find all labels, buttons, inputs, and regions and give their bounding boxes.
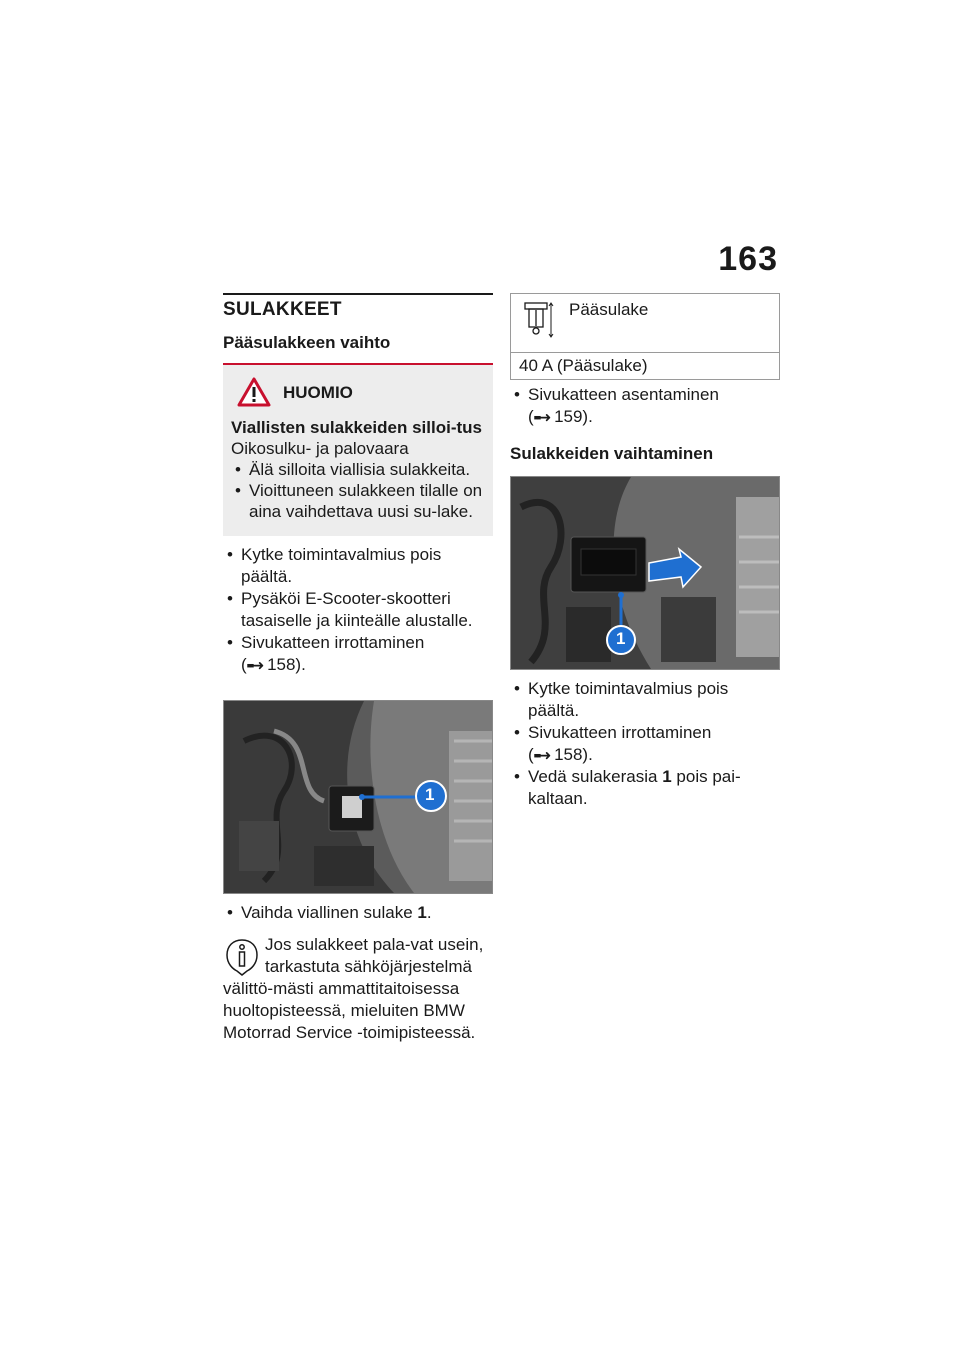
warning-item: • Älä silloita viallisia sulakkeita.	[231, 459, 485, 480]
warning-box	[223, 365, 493, 536]
fuse-spec-table	[510, 293, 780, 380]
page-ref-arrow-icon: ▪▪➜	[533, 409, 550, 425]
fuse-box-illustration	[511, 477, 779, 669]
info-text: Jos sulakkeet pala-vat usein, tarkastuta sähköjärjestelmä välittö-mästi ammattitaitoisessa huoltopisteessä, mieluiten BMW Motorrad Service -toimipisteessä.	[223, 935, 484, 1042]
callout-reference: 1	[417, 903, 427, 922]
step-text: Sivukatteen irrottaminen	[528, 723, 712, 742]
step-item	[510, 384, 780, 428]
warning-list	[231, 459, 485, 522]
step-item	[510, 678, 780, 722]
step-list-after-photo	[223, 902, 493, 924]
step-item	[223, 632, 493, 676]
step-text: Kytke toimintavalmius pois päältä.	[528, 679, 729, 720]
step-text: Kytke toimintavalmius pois päältä.	[241, 545, 442, 586]
photo-callout-label: 1	[616, 629, 626, 648]
step-list	[510, 678, 780, 810]
step-item	[223, 544, 493, 588]
callout-reference: 1	[662, 767, 672, 786]
subsection-title: Pääsulakkeen vaihto	[223, 333, 391, 352]
step-item: • Vedä sulakerasia 1 pois pai-kaltaan.	[510, 766, 780, 810]
right-column	[510, 293, 780, 810]
section-rule	[223, 293, 493, 295]
page-ref-arrow-icon: ▪▪➜	[246, 657, 263, 673]
step-text: Pysäköi E-Scooter-skootteri tasaiselle ja kiinteälle alustalle.	[241, 589, 473, 630]
step-text: Sivukatteen irrottaminen	[241, 633, 425, 652]
page-ref-arrow-icon: ▪▪➜	[533, 747, 550, 763]
subsection-title: Sulakkeiden vaihtaminen	[510, 444, 714, 463]
step-item	[510, 722, 780, 766]
warning-hazard: Oikosulku- ja palovaara	[231, 439, 409, 458]
table-header	[511, 294, 779, 353]
section-title: SULAKKEET	[223, 299, 342, 320]
table-value: 40 A (Pääsulake)	[519, 356, 648, 375]
page-number: 163	[718, 240, 778, 278]
table-header-label: Pääsulake	[569, 300, 649, 319]
warning-item: • Vioittuneen sulakkeen tilalle on aina vaihdettava uusi su-lake.	[231, 480, 485, 522]
step-text: Vaihda viallinen sulake	[241, 903, 413, 922]
warning-title: HUOMIO	[283, 382, 353, 402]
page-reference: (▪▪➜ 159).	[528, 407, 593, 426]
info-icon	[225, 938, 259, 976]
fuse-photo-2	[510, 476, 780, 670]
step-list-after-table	[510, 384, 780, 428]
step-text: Vedä sulakerasia	[528, 767, 658, 786]
warning-triangle-icon	[237, 377, 271, 407]
step-list	[223, 544, 493, 676]
step-text: Sivukatteen asentaminen	[528, 385, 719, 404]
photo-callout-label: 1	[425, 785, 435, 804]
info-note	[223, 934, 493, 1044]
page-reference: (▪▪➜ 158).	[241, 655, 306, 674]
fuse-icon	[521, 300, 555, 340]
warning-heading: Viallisten sulakkeiden silloi-tus	[231, 418, 482, 437]
step-item	[223, 588, 493, 632]
step-item: • Vaihda viallinen sulake 1.	[223, 902, 493, 924]
left-column	[223, 293, 493, 1044]
warning-header	[231, 377, 485, 407]
page-reference: (▪▪➜ 158).	[528, 745, 593, 764]
engine-bay-illustration	[224, 701, 492, 893]
fuse-photo-1	[223, 700, 493, 894]
